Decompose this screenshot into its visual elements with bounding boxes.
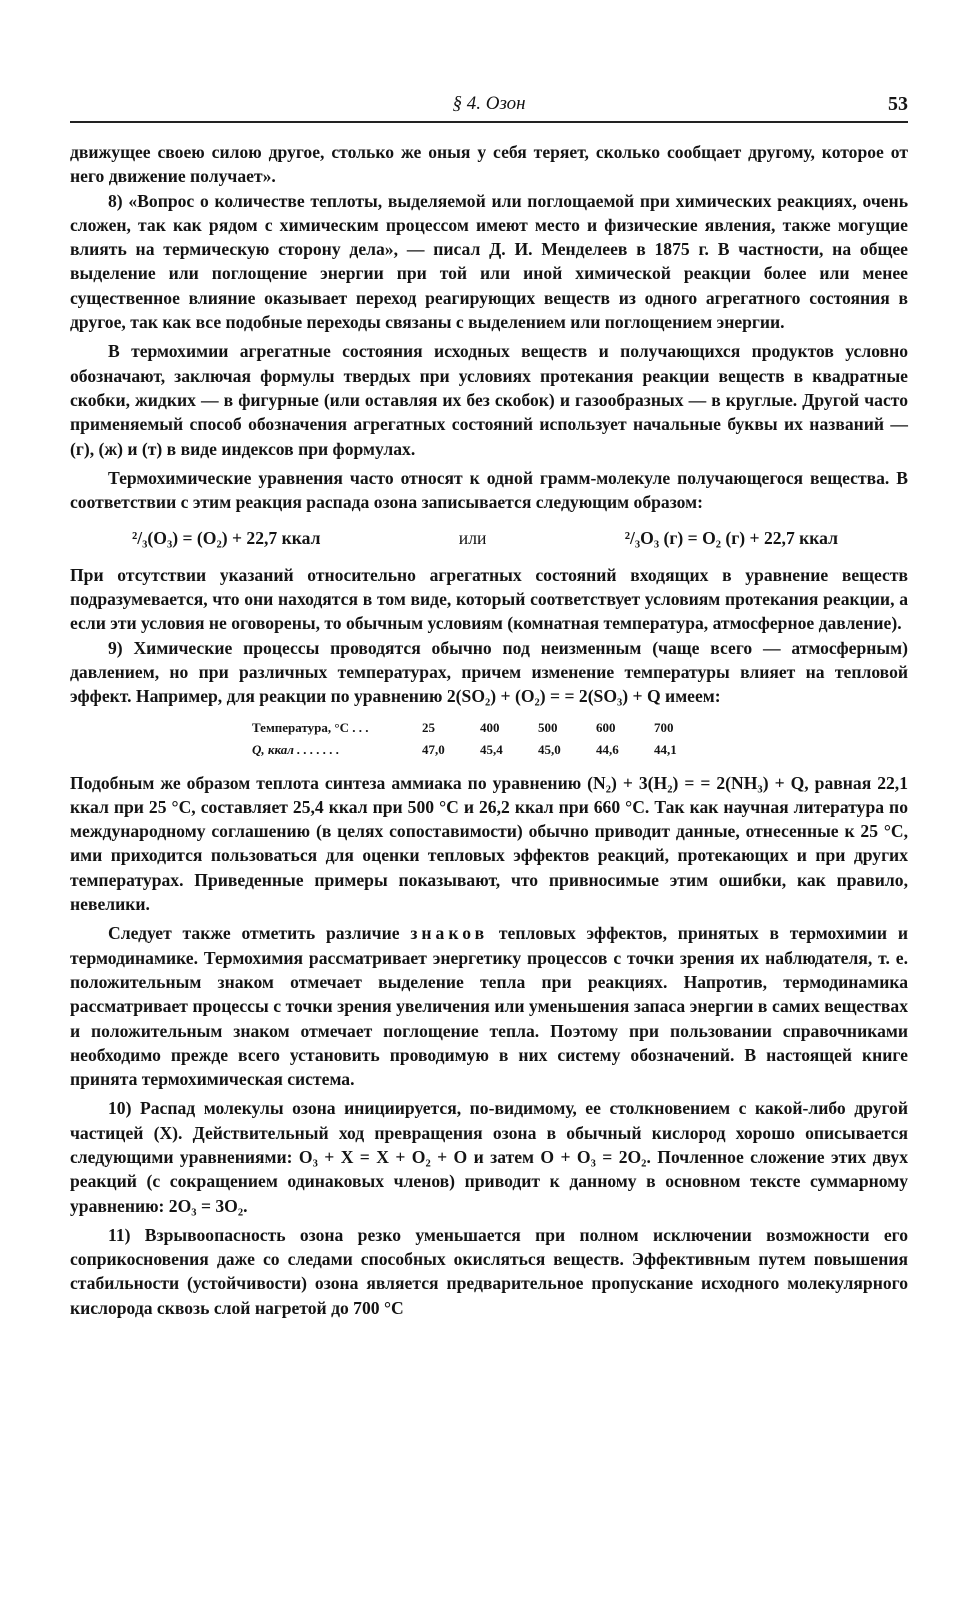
table-cell: 45,4 [480,741,503,757]
equation-left: ²/₃(O₃) = (O₂) + 22,7 ккал [132,528,321,549]
book-page [70,0,908,1600]
table-cell: 44,6 [596,741,619,757]
note-9-paragraph: 9) Химические процессы проводятся обычно под неизменным (чаще всего — атмосферным) давлением, но при различных температурах, причем изменение температуры влияет на тепловой эффект. Например, для реакции по уравнению 2(SO₂) + (O₂) = = 2(SO₃) + Q имеем: [70,637,908,707]
section-title: § 4. Озон [452,93,526,114]
emphasized-word: знаков [410,923,489,944]
table-row [252,717,712,739]
temperature-label: Температура, °C . . . [252,719,369,735]
page-number: 53 [888,93,908,115]
table-cell: 500 [538,719,558,735]
equation-right: ²/₃O₃ (г) = O₂ (г) + 22,7 ккал [624,528,838,549]
header-rule [70,121,908,123]
text-run: тепловых эффектов, принятых в термохимии и термодинамике. Термохимия рассматривает энергетику процессов с точки зрения их наблюдателя, т. е. положительным знаком отмечает выделение тепла при реакциях. Напротив, термодинамика рассматривает процессы с точки зрения увеличения или уменьшения запаса энергии в самих веществах и положительным знаком отмечает поглощение тепла. Поэтому при пользовании справочниками необходимо прежде всего установить проводимую в них систему обозначений. В настоящей книге принята термохимическая система. [70,923,908,1090]
text-run: Следует также отметить различие [108,923,411,944]
ozone-decay-equation [70,514,908,562]
table-row [252,739,712,761]
note-8-paragraph: 8) «Вопрос о количестве теплоты, выделяемой или поглощаемой при химических реакциях, очень сложен, так как рядом с химическим процессом имеют место и физические явления, также могущие влиять на термическую сторону дела», — писал Д. И. Менделеев в 1875 г. В частности, на общее выделение или поглощение энергии при той или иной химической реакции более или менее существенное влияние оказывает переход реагирующих веществ из одного агрегатного состояния в другое, так как все подобные переходы связаны с выделением или поглощением энергии. [70,190,908,333]
table-cell: 600 [596,719,616,735]
table-cell: 25 [422,719,435,735]
heat-effect-table [252,717,712,761]
sign-convention-paragraph [70,921,908,1091]
aggregate-states-paragraph: В термохимии агрегатные состояния исходных веществ и получающихся продуктов условно обозначают, заключая формулы твердых при условиях протекания реакции веществ в квадратные скобки, жидких — в фигурные (или оставляя их без скобок) и газообразных — в круглые. Другой часто применяемый способ обозначения агрегатных состояний использует начальные буквы их названий — (г), (ж) и (т) в виде индексов при формулах. [70,341,908,459]
table-cell: 700 [654,719,674,735]
table-cell: 44,1 [654,741,677,757]
default-conditions-paragraph: При отсутствии указаний относительно агрегатных состояний входящих в уравнение веществ подразумевается, что они находятся в том виде, который соответствует условиям протекания реакции, а если эти условия не оговорены, то обычным условиям (комнатная температура, атмосферное давление). [70,564,908,634]
table-cell: 45,0 [538,741,561,757]
ammonia-synthesis-paragraph: Подобным же образом теплота синтеза аммиака по уравнению (N₂) + 3(H₂) = = 2(NH₃) + Q, равная 22,1 ккал при 25 °C, составляет 25,4 ккал при 500 °C и 26,2 ккал при 660 °C. Так как научная литература по международному соглашению (в целях сопоставимости) обычно приводит данные, отнесенные к 25 °C, ими приходится пользоваться для оценки тепловых эффектов реакций, протекающих и при других температурах. Приведенные примеры показывают, что привносимые этим ошибки, как правило, невелики. [70,772,908,915]
equation-connector: или [458,528,487,549]
q-label: Q, ккал . . . . . . . [252,741,340,757]
running-head [70,92,908,118]
note-11-paragraph: 11) Взрывоопасность озона резко уменьшается при полном исключении возможности его соприкосновения даже со следами способных окисляться веществ. Эффективным путем повышения стабильности (устойчивости) озона является предварительное пропускание исходного молекулярного кислорода сквозь слой нагретой до 700 °C [70,1224,908,1318]
paragraph-continuation: движущее своею силою другое, столько же оныя у себя теряет, сколько сообщает другому, которое от него движение получает». [70,142,908,187]
page-body [70,140,908,1320]
note-10-paragraph: 10) Распад молекулы озона инициируется, по-видимому, ее столкновением с какой-либо другой частицей (X). Действительный ход превращения озона в обычный кислород хорошо описывается следующими уравнениями: O₃ + X = X + O₂ + O и затем O + O₃ = 2O₂. Почленное сложение этих двух реакций (с сокращением одинаковых членов) приводит к данному в основном тексте суммарному уравнению: 2O₃ = 3O₂. [70,1098,908,1216]
thermochem-equations-paragraph: Термохимические уравнения часто относят к одной грамм-молекуле получающегося вещества. В соответствии с этим реакция распада озона записывается следующим образом: [70,467,908,513]
table-cell: 400 [480,719,500,735]
table-cell: 47,0 [422,741,445,757]
